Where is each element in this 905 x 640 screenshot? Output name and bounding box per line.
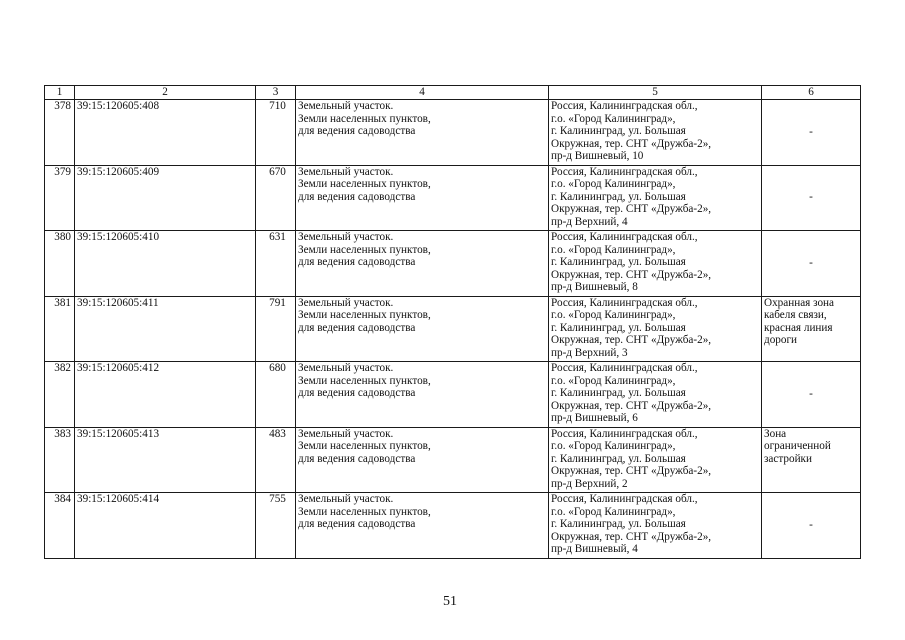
address-line: Окружная, тер. СНТ «Дружба-2»,: [551, 465, 712, 478]
header-col-5: 5: [549, 86, 762, 100]
encumbrance-line: -: [809, 387, 813, 400]
table-row: [45, 427, 861, 493]
cadastral-number-cell: 39:15:120605:410: [75, 231, 256, 297]
address-line: г.о. «Город Калининград»,: [551, 505, 676, 518]
description-cell: [296, 362, 549, 428]
header-col-2: 2: [75, 86, 256, 100]
address-line: г. Калининград, ул. Большая: [551, 125, 686, 138]
address-line: г.о. «Город Калининград»,: [551, 374, 676, 387]
address-line: Россия, Калининградская обл.,: [551, 296, 698, 309]
description-cell: [296, 296, 549, 362]
description-line: для ведения садоводства: [298, 321, 416, 334]
description-line: Земельный участок.: [298, 362, 394, 374]
row-number-cell: 383: [45, 427, 75, 493]
address-line: г.о. «Город Калининград»,: [551, 243, 676, 256]
address-line: пр-д Вишневый, 6: [551, 412, 638, 425]
description-line: Земли населенных пунктов,: [298, 112, 431, 125]
encumbrance-line: Зона: [764, 427, 787, 440]
description-line: Земельный участок.: [298, 493, 394, 505]
encumbrance-line: -: [809, 256, 813, 269]
address-line: г.о. «Город Калининград»,: [551, 178, 676, 191]
description-line: для ведения садоводства: [298, 452, 416, 465]
row-number-cell: 384: [45, 493, 75, 559]
table-row: [45, 296, 861, 362]
encumbrance-line: красная линия: [764, 321, 833, 334]
land-plots-table: [44, 85, 861, 559]
description-line: Земли населенных пунктов,: [298, 374, 431, 387]
address-line: г. Калининград, ул. Большая: [551, 190, 686, 203]
encumbrance-cell: [762, 165, 861, 231]
table-row: [45, 362, 861, 428]
address-line: г.о. «Город Калининград»,: [551, 309, 676, 322]
address-line: Окружная, тер. СНТ «Дружба-2»,: [551, 203, 712, 216]
description-line: Земельный участок.: [298, 100, 394, 112]
area-cell: 791: [256, 296, 296, 362]
table-row: [45, 493, 861, 559]
encumbrance-line: дороги: [764, 334, 798, 347]
table-row: [45, 231, 861, 297]
address-line: Россия, Калининградская обл.,: [551, 100, 698, 112]
address-cell: [549, 165, 762, 231]
area-cell: 710: [256, 100, 296, 166]
description-cell: [296, 493, 549, 559]
address-line: г. Калининград, ул. Большая: [551, 256, 686, 269]
address-cell: [549, 493, 762, 559]
description-line: для ведения садоводства: [298, 518, 416, 531]
header-col-3: 3: [256, 86, 296, 100]
address-line: пр-д Вишневый, 8: [551, 281, 638, 294]
cadastral-number-cell: 39:15:120605:414: [75, 493, 256, 559]
description-line: Земли населенных пунктов,: [298, 440, 431, 453]
encumbrance-cell: [762, 231, 861, 297]
area-cell: 670: [256, 165, 296, 231]
cadastral-number-cell: 39:15:120605:412: [75, 362, 256, 428]
area-cell: 631: [256, 231, 296, 297]
encumbrance-line: кабеля связи,: [764, 309, 827, 322]
encumbrance-cell: [762, 296, 861, 362]
encumbrance-cell: [762, 362, 861, 428]
page-number: 51: [443, 594, 457, 609]
row-number-cell: 378: [45, 100, 75, 166]
encumbrance-line: -: [809, 191, 813, 204]
row-number-cell: 381: [45, 296, 75, 362]
header-col-1: 1: [45, 86, 75, 100]
encumbrance-cell: [762, 100, 861, 166]
description-line: Земельный участок.: [298, 427, 394, 440]
description-line: для ведения садоводства: [298, 256, 416, 269]
address-line: г. Калининград, ул. Большая: [551, 452, 686, 465]
row-number-cell: 382: [45, 362, 75, 428]
cadastral-number-cell: 39:15:120605:409: [75, 165, 256, 231]
description-line: Земли населенных пунктов,: [298, 243, 431, 256]
address-cell: [549, 362, 762, 428]
address-line: пр-д Верхний, 3: [551, 346, 628, 359]
encumbrance-line: ограниченной: [764, 440, 831, 453]
address-line: пр-д Верхний, 2: [551, 477, 628, 490]
address-line: Россия, Калининградская обл.,: [551, 362, 698, 374]
table-header-row: [45, 86, 861, 100]
address-line: г. Калининград, ул. Большая: [551, 387, 686, 400]
address-line: Окружная, тер. СНТ «Дружба-2»,: [551, 334, 712, 347]
address-cell: [549, 296, 762, 362]
description-line: для ведения садоводства: [298, 125, 416, 138]
address-line: г.о. «Город Калининград»,: [551, 440, 676, 453]
description-line: Земельный участок.: [298, 296, 394, 309]
cadastral-number-cell: 39:15:120605:411: [75, 296, 256, 362]
address-line: пр-д Вишневый, 4: [551, 543, 638, 556]
area-cell: 680: [256, 362, 296, 428]
address-line: Окружная, тер. СНТ «Дружба-2»,: [551, 268, 712, 281]
header-col-6: 6: [762, 86, 861, 100]
address-cell: [549, 427, 762, 493]
address-line: г.о. «Город Калининград»,: [551, 112, 676, 125]
row-number-cell: 380: [45, 231, 75, 297]
description-line: Земли населенных пунктов,: [298, 309, 431, 322]
description-line: Земельный участок.: [298, 231, 394, 243]
address-cell: [549, 231, 762, 297]
table-row: [45, 165, 861, 231]
address-line: пр-д Вишневый, 10: [551, 150, 644, 163]
address-line: Окружная, тер. СНТ «Дружба-2»,: [551, 530, 712, 543]
encumbrance-line: -: [809, 125, 813, 138]
header-col-4: 4: [296, 86, 549, 100]
encumbrance-line: застройки: [764, 452, 812, 465]
description-cell: [296, 165, 549, 231]
description-line: для ведения садоводства: [298, 190, 416, 203]
address-line: г. Калининград, ул. Большая: [551, 321, 686, 334]
table-body: [45, 100, 861, 559]
address-line: Россия, Калининградская обл.,: [551, 231, 698, 243]
description-line: для ведения садоводства: [298, 387, 416, 400]
table-row: [45, 100, 861, 166]
address-line: Окружная, тер. СНТ «Дружба-2»,: [551, 399, 712, 412]
description-cell: [296, 231, 549, 297]
encumbrance-cell: [762, 427, 861, 493]
description-line: Земли населенных пунктов,: [298, 505, 431, 518]
area-cell: 483: [256, 427, 296, 493]
address-line: Россия, Калининградская обл.,: [551, 493, 698, 505]
description-line: Земли населенных пунктов,: [298, 178, 431, 191]
cadastral-number-cell: 39:15:120605:413: [75, 427, 256, 493]
address-line: Окружная, тер. СНТ «Дружба-2»,: [551, 137, 712, 150]
description-cell: [296, 427, 549, 493]
area-cell: 755: [256, 493, 296, 559]
address-line: пр-д Верхний, 4: [551, 215, 628, 228]
description-cell: [296, 100, 549, 166]
address-line: Россия, Калининградская обл.,: [551, 427, 698, 440]
description-line: Земельный участок.: [298, 165, 394, 178]
address-line: г. Калининград, ул. Большая: [551, 518, 686, 531]
cadastral-number-cell: 39:15:120605:408: [75, 100, 256, 166]
address-cell: [549, 100, 762, 166]
address-line: Россия, Калининградская обл.,: [551, 165, 698, 178]
encumbrance-line: Охранная зона: [764, 296, 835, 309]
row-number-cell: 379: [45, 165, 75, 231]
encumbrance-line: -: [809, 518, 813, 531]
encumbrance-cell: [762, 493, 861, 559]
